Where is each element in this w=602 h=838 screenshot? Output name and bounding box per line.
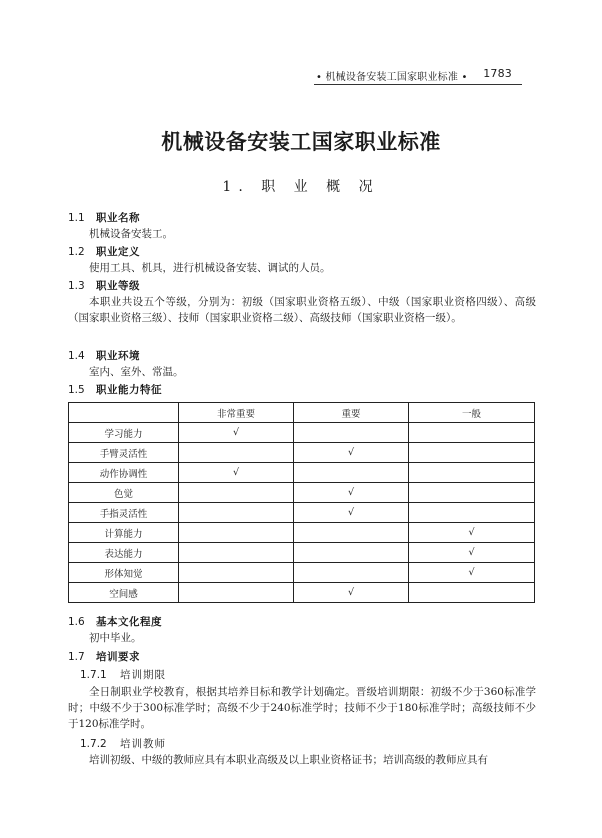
check-mark [179,503,294,523]
table-row [69,443,535,463]
section-1-7-2-text: 培训初级、中级的教师应具有本职业高级及以上职业资格证书；培训高级的教师应具有 [89,754,488,766]
page-number: 1783 [483,67,512,80]
table-row [69,423,535,443]
chapter-title: 1. 职 业 概 况 [222,179,380,195]
check-mark: √ [179,423,294,443]
header-rule [314,84,522,85]
section-1-7-1-heading [80,667,166,682]
section-1-5-heading [68,382,162,397]
table-row [69,523,535,543]
section-title: 职业能力特征 [96,384,162,396]
section-1-3-text: 本职业共设五个等级，分别为：初级（国家职业资格五级）、中级（国家职业资格四级）、高级（国家职业资格三级）、技师（国家职业资格二级）、高级技师（国家职业资格一级）。 [68,296,536,324]
section-1-7-1-text: 全日制职业学校教育，根据其培养目标和教学计划确定。晋级培训期限：初级不少于360标准学时；中级不少于300标准学时；高级不少于240标准学时；技师不少于180标准学时；高级技师不少于120标准学时。 [68,686,536,730]
row-label: 色觉 [69,483,179,503]
table-row [69,563,535,583]
row-label: 动作协调性 [69,463,179,483]
subsection-number: 1.7.2 [80,738,107,750]
section-number: 1.2 [68,246,85,258]
document-title: 机械设备安装工国家职业标准 [161,129,441,154]
table-header-cell: 一般 [409,403,535,423]
check-mark: √ [294,503,409,523]
table-row [69,543,535,563]
row-label: 形体知觉 [69,563,179,583]
subsection-title: 培训教师 [120,738,166,750]
section-1-4-heading [68,348,140,363]
check-mark [409,463,535,483]
check-mark: √ [409,523,535,543]
check-mark [179,583,294,603]
check-mark [179,523,294,543]
check-mark [409,423,535,443]
table-header-cell [69,403,179,423]
section-number: 1.6 [68,616,85,628]
section-title: 培训要求 [96,651,140,663]
row-label: 计算能力 [69,523,179,543]
section-title: 职业定义 [96,246,140,258]
check-mark [179,543,294,563]
section-number: 1.7 [68,651,85,663]
section-title: 职业环境 [96,350,140,362]
table-header-cell: 重要 [294,403,409,423]
check-mark: √ [409,543,535,563]
subsection-number: 1.7.1 [80,669,107,681]
section-title: 基本文化程度 [96,616,162,628]
section-1-3-heading [68,278,140,293]
section-1-2-heading [68,244,140,259]
section-number: 1.4 [68,350,85,362]
table-row [69,463,535,483]
section-number: 1.5 [68,384,85,396]
check-mark [179,563,294,583]
section-1-6-heading [68,614,162,629]
table-row [69,503,535,523]
check-mark [409,583,535,603]
section-number: 1.1 [68,212,85,224]
row-label: 表达能力 [69,543,179,563]
check-mark: √ [294,443,409,463]
section-1-1-heading [68,210,140,225]
subsection-title: 培训期限 [120,669,166,681]
row-label: 空间感 [69,583,179,603]
check-mark: √ [179,463,294,483]
row-label: 手指灵活性 [69,503,179,523]
ability-table [68,402,535,603]
check-mark [294,563,409,583]
check-mark [409,443,535,463]
check-mark [294,523,409,543]
row-label: 学习能力 [69,423,179,443]
section-title: 职业名称 [96,212,140,224]
section-title: 职业等级 [96,280,140,292]
check-mark [294,463,409,483]
check-mark: √ [294,483,409,503]
check-mark [409,483,535,503]
section-1-7-2-heading [80,736,166,751]
table-row [69,583,535,603]
section-1-4-text: 室内、室外、常温。 [89,366,184,378]
check-mark [294,423,409,443]
row-label: 手臂灵活性 [69,443,179,463]
table-header-row [69,403,535,423]
check-mark [179,483,294,503]
check-mark: √ [409,563,535,583]
section-1-7-heading [68,649,140,664]
check-mark [294,543,409,563]
check-mark [179,443,294,463]
table-header-cell: 非常重要 [179,403,294,423]
check-mark [409,503,535,523]
section-number: 1.3 [68,280,85,292]
table-row [69,483,535,503]
section-1-1-text: 机械设备安装工。 [89,228,173,240]
running-title: • 机械设备安装工国家职业标准 • [316,72,468,83]
section-1-2-text: 使用工具、机具，进行机械设备安装、调试的人员。 [89,262,331,274]
section-1-6-text: 初中毕业。 [89,632,142,644]
check-mark: √ [294,583,409,603]
